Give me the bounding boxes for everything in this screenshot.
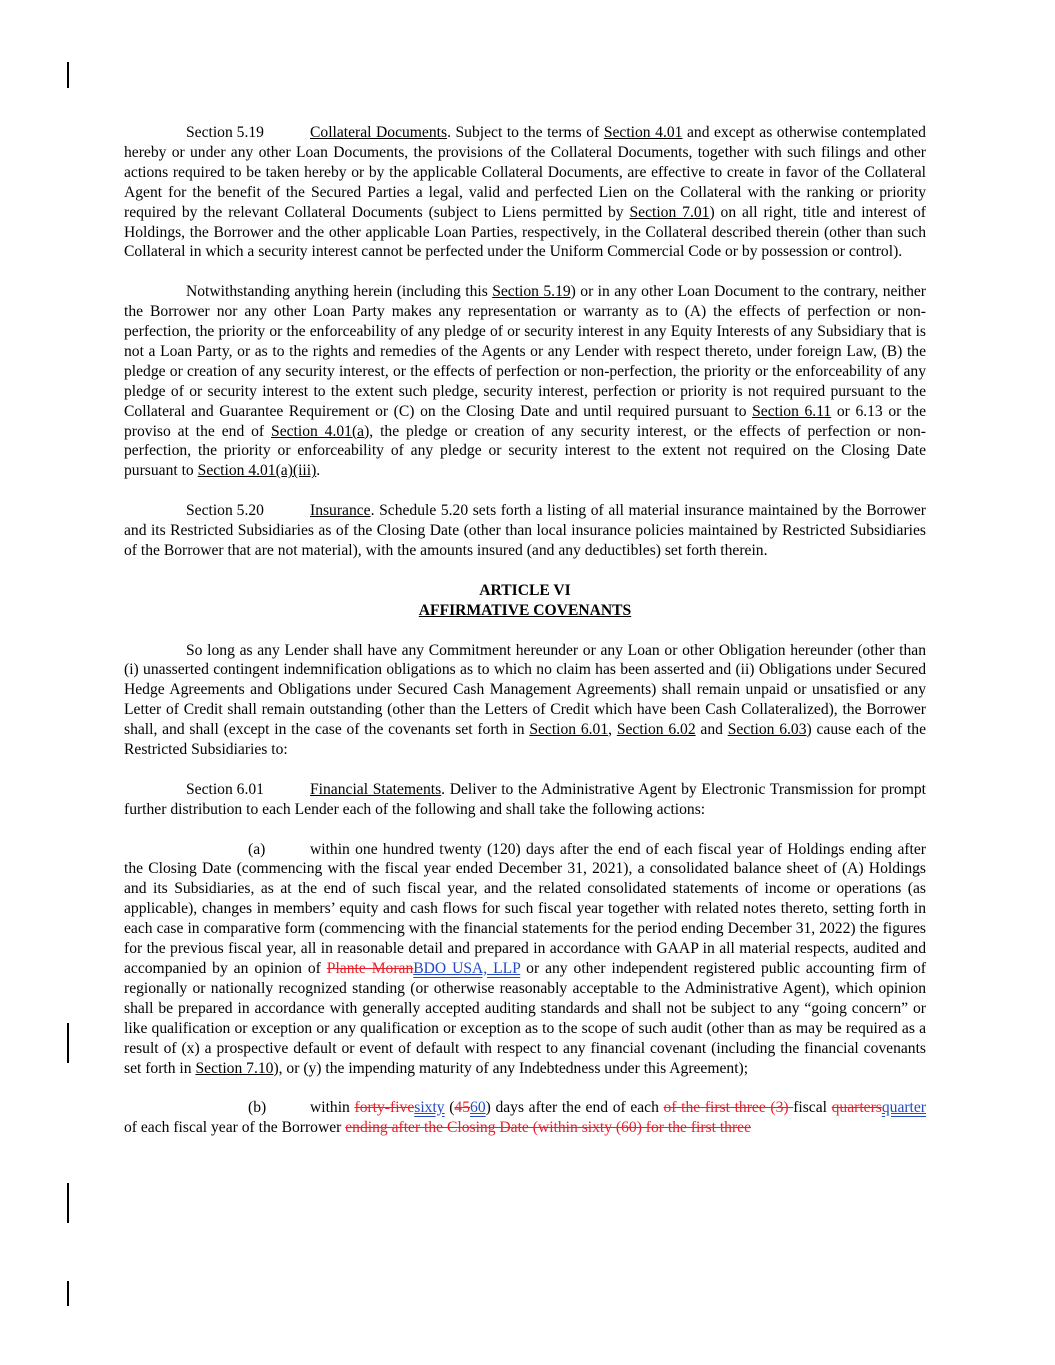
clause-label: (b) [248,1099,267,1117]
article-heading [124,581,926,621]
cross-reference: Section 4.01 [603,124,683,141]
body-text: . Deliver to the Administrative Agent by Electronic Transmission for prompt further distribution to each Lender each of the following and shall take the following actions: [124,780,926,818]
body-text: of each fiscal year of the Borrower [124,1119,346,1137]
body-text: or 6.13 or the proviso at the end of [124,402,926,440]
inserted-text: quarter [881,1099,926,1117]
body-text: , [608,721,617,739]
change-bar [67,1183,69,1223]
body-text: ( [444,1099,455,1117]
body-text: ) cause each of the Restricted Subsidiaries to: [124,721,926,759]
change-bar [67,1023,69,1063]
clause-label: (a) [248,840,266,858]
deleted-text: forty-five [354,1099,415,1117]
so-long-paragraph [124,641,926,760]
inserted-text: sixty [414,1099,445,1117]
cross-reference: Section 6.01 [529,721,609,739]
section-6-01-paragraph [124,780,926,820]
body-text: . Subject to the terms of [447,124,604,141]
body-text: within one hundred twenty (120) days after the end of each fiscal year of Holdings ending after the Closing Date (commencing with the fiscal year ended December 31, 2021), a consolidated balance sheet of (A) Holdings and its Subsidiaries, as at the end of such fiscal year, and the related consolidated statements of income or operations (as applicable), changes in members’ equity and cash flows for such fiscal year together with related notes thereto, setting forth in each case in comparative form (commencing with the financial statements for the period ending December 31, 2022) the figures for the previous fiscal year, all in reasonable detail and prepared in accordance with GAAP in all material respects, audited and accompanied by an opinion of [124,840,926,977]
body-text: ) on all right, title and interest of Holdings, the Borrower and the other applicable Loan Parties, respectively, in the Collateral described therein (other than such Collateral in which a security interest cannot be perfected under the Uniform Commercial Code or by possession or control). [124,203,926,261]
deleted-text: quarters [831,1099,882,1117]
cross-reference: Section 4.01(a) [271,422,370,440]
change-bar [67,62,69,88]
body-text: ), or (y) the impending maturity of any Indebtedness under this Agreement); [273,1059,749,1077]
inserted-text: BDO USA, LLP [413,959,521,977]
clause-b-paragraph [124,1098,926,1138]
body-text: . Schedule 5.20 sets forth a listing of all material insurance maintained by the Borrower and its Restricted Subsidiaries as of the Closing Date (other than local insurance policies maintained by Restricted Subsidiaries of the Borrower that are not material), with the amounts insured (and any deductibles) set forth therein. [124,502,926,559]
deleted-text: of the first three (3) [663,1099,794,1117]
section-number: Section 5.20 [186,502,264,520]
body-text: ) days after the end of each [485,1099,664,1117]
section-5-20-paragraph [124,501,926,561]
body-text: Notwithstanding anything herein (including this [186,283,493,301]
document-page [124,123,926,1158]
deleted-text: ending after the Closing Date (within sixty (60) for the first three [345,1119,752,1137]
article-number: ARTICLE VI [479,581,571,599]
change-bar [67,1281,69,1306]
body-text: , the pledge or creation of any security interest, or the effects of perfection or non-perfection, the priority or enforceability of any pledge or security interest to the extent not required on the Closing Date pursuant to [124,422,926,480]
inserted-text: 60 [470,1099,486,1117]
body-text: . [316,462,321,480]
notwithstanding-paragraph [124,282,926,481]
section-title: Collateral Documents [310,124,448,141]
body-text: ) or in any other Loan Document to the contrary, neither the Borrower nor any other Loan Party makes any representation or warranty as to (A) the effects of perfection or non-perfection, the priority or the enforceability of any pledge of or security interest in any Equity Interests of any Subsidiary that is not a Loan Party, or as to the rights and remedies of the Agents or any Lender with respect thereto, under foreign Law, (B) the pledge or creation of any security interest, or the effects of perfection or non-perfection, the priority or the enforceability of any pledge of or security interest to the extent such pledge, security interest, perfection or priority is not required pursuant to the Collateral and Guarantee Requirement or (C) on the Closing Date and until required pursuant to [124,283,926,420]
section-title: Insurance [310,502,371,520]
cross-reference: Section 4.01(a)(iii) [197,462,317,480]
article-title: AFFIRMATIVE COVENANTS [418,601,632,619]
cross-reference: Section 7.01 [629,203,710,221]
cross-reference: Section 6.02 [616,721,696,739]
section-title: Financial Statements [310,780,442,798]
clause-a-paragraph [124,840,926,1079]
body-text: within [310,1099,355,1117]
cross-reference: Section 7.10 [195,1059,274,1077]
section-5-19-paragraph [124,123,926,262]
body-text: So long as any Lender shall have any Commitment hereunder or any Loan or other Obligation hereunder (other than (i) unasserted contingent indemnification obligations as to which no claim has been asserted and (ii) Obligations under Secured Hedge Agreements and Obligations under Secured Cash Management Agreements) shall remain unpaid or unsatisfied or any Letter of Credit shall remain outstanding (other than the Letters of Credit which have been Cash Collateralized), the Borrower shall, and shall (except in the case of the covenants set forth in [124,641,926,739]
cross-reference: Section 6.03 [727,721,807,739]
body-text: or any other independent registered public accounting firm of regionally or nationally recognized standing (or otherwise reasonably acceptable to the Administrative Agent), which opinion shall be prepared in accordance with generally accepted auditing standards and shall not be subject to any “going concern” or like qualification or exception or any qualification or exception as to the scope of such audit (other than as may be required as a result of (x) a prospective default or event of default with respect to any financial covenant (including the financial covenants set forth in [124,959,926,1077]
deleted-text: 45 [454,1099,471,1117]
body-text: fiscal [793,1099,832,1117]
body-text: and except as otherwise contemplated hereby or under any other Loan Documents, the provisions of the Collateral Documents, together with such filings and other actions required to be taken hereby or by the applicable Collateral Documents, are effective to create in favor of the Collateral Agent for the benefit of the Secured Parties a legal, valid and perfected Lien on the Collateral with the ranking or priority required by the relevant Collateral Documents (subject to Liens permitted by [124,124,926,221]
cross-reference: Section 6.11 [752,402,832,420]
deleted-text: Plante Moran [326,959,414,977]
body-text: and [695,721,728,739]
cross-reference: Section 5.19 [492,283,571,301]
section-number: Section 6.01 [186,780,264,798]
section-number: Section 5.19 [186,124,264,141]
